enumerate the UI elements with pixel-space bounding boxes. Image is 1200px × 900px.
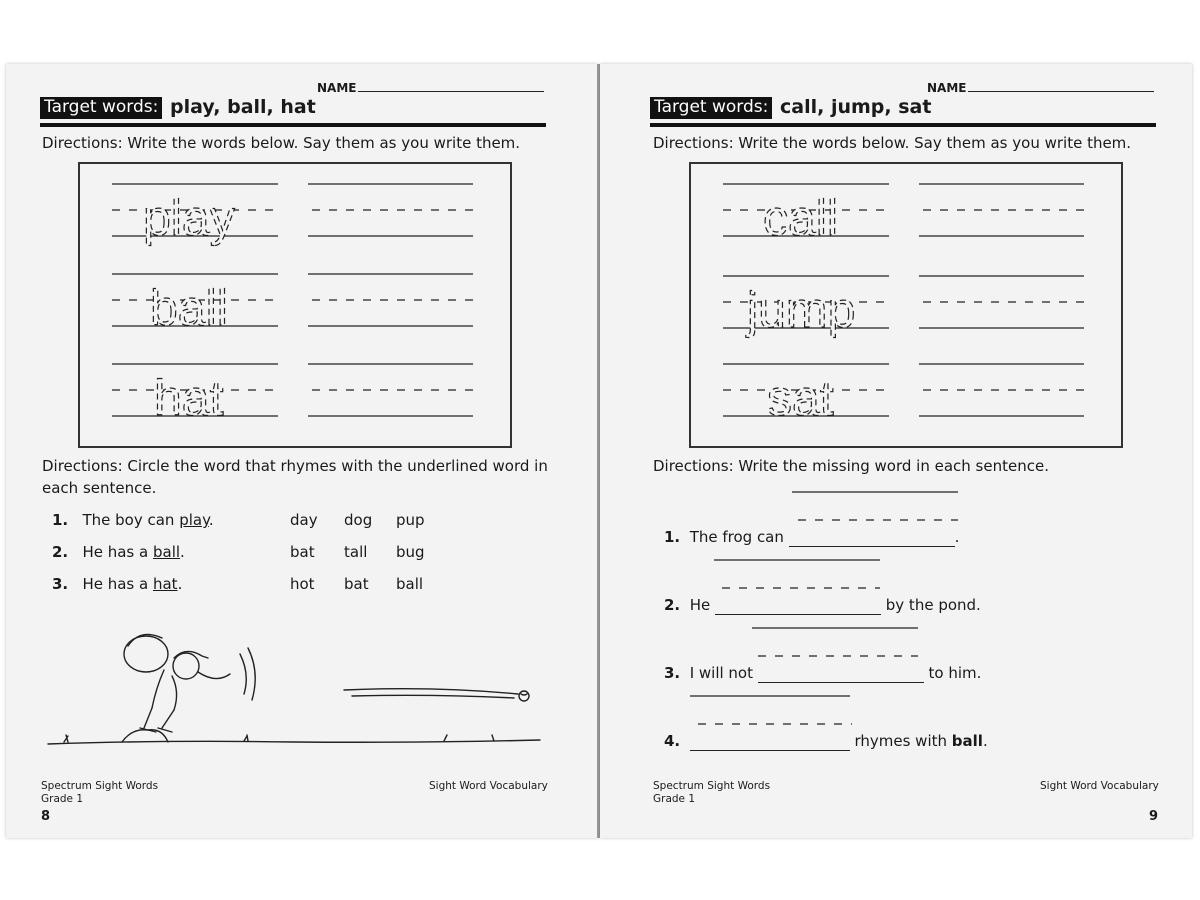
rhyme-item-1: 1. The boy can play.: [52, 511, 214, 529]
sentence-1: 1. The frog can .: [664, 528, 960, 546]
footer-book: Spectrum Sight Words: [41, 780, 159, 792]
directions-circle: Directions: Circle the word that rhymes with the underlined word in each sentence.: [42, 457, 548, 497]
sentence-3: 3. I will not to him.: [664, 664, 982, 682]
directions-write: Directions: Write the words below. Say them as you write them.: [42, 134, 521, 152]
directions-write: Directions: Write the words below. Say them as you write them.: [653, 134, 1132, 152]
choice-word[interactable]: hot: [290, 575, 315, 593]
choice-word[interactable]: bat: [344, 575, 369, 593]
page-number: 9: [1149, 809, 1159, 824]
choice-word[interactable]: day: [290, 511, 318, 529]
rhyme-item-2: 2. He has a ball.: [52, 543, 185, 561]
name-line: [358, 81, 544, 92]
title-rule: [650, 123, 1156, 127]
tracing-lines: [80, 164, 510, 446]
answer-blank[interactable]: [789, 528, 955, 547]
name-line: [968, 81, 1154, 92]
answer-blank[interactable]: [715, 596, 881, 615]
name-field: [317, 81, 544, 95]
footer-section: Sight Word Vocabulary: [1040, 780, 1159, 792]
name-label: NAME: [927, 81, 967, 95]
footer-grade: Grade 1: [41, 793, 84, 805]
choice-word[interactable]: ball: [396, 575, 424, 593]
sentence-4: 4. rhymes with ball.: [664, 732, 988, 750]
choice-word[interactable]: bug: [396, 543, 425, 561]
tracing-box: [689, 162, 1123, 448]
choice-word[interactable]: bat: [290, 543, 315, 561]
trace-word: call: [763, 190, 839, 246]
target-words-label: Target words:: [650, 97, 772, 119]
tracing-box: [78, 162, 512, 448]
baseball-pitcher-illustration: [44, 624, 544, 754]
name-field: [927, 81, 1154, 95]
sentence-2: 2. He by the pond.: [664, 596, 981, 614]
trace-word: jump: [747, 282, 856, 338]
footer-section: Sight Word Vocabulary: [429, 780, 548, 792]
directions-missing: Directions: Write the missing word in each sentence.: [653, 457, 1049, 475]
target-words-label: Target words:: [40, 97, 162, 119]
footer-book: Spectrum Sight Words: [653, 780, 771, 792]
choice-word[interactable]: tall: [344, 543, 368, 561]
trace-word: ball: [150, 280, 228, 336]
target-words: call, jump, sat: [780, 96, 932, 118]
title-rule: [40, 123, 546, 127]
rhyme-item-3: 3. He has a hat.: [52, 575, 183, 593]
name-label: NAME: [317, 81, 357, 95]
tracing-lines: [691, 164, 1121, 446]
right-page: [600, 64, 1192, 838]
trace-word: play: [143, 190, 235, 246]
choice-word[interactable]: pup: [396, 511, 425, 529]
trace-word: hat: [154, 370, 224, 426]
trace-word: sat: [767, 370, 834, 426]
page-number: 8: [41, 809, 51, 824]
footer-grade: Grade 1: [653, 793, 696, 805]
answer-blank[interactable]: [690, 732, 850, 751]
choice-word[interactable]: dog: [344, 511, 373, 529]
left-page: [6, 64, 598, 838]
answer-blank[interactable]: [758, 664, 924, 683]
target-words: play, ball, hat: [170, 96, 316, 118]
